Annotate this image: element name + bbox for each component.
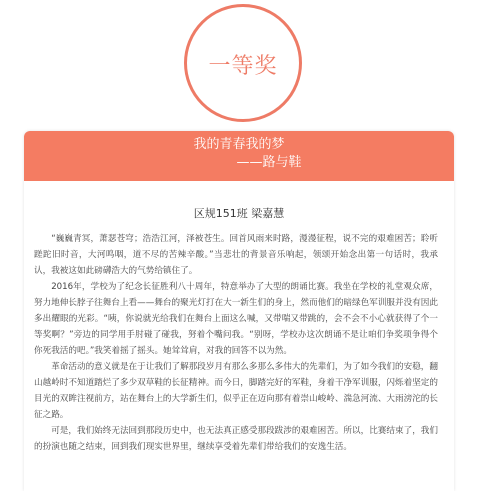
article-paragraph: 2016年，学校为了纪念长征胜利八十周年，特意举办了大型的朗诵比赛。我坐在学校的礼堂观众席，努力地伸长脖子往舞台上看——舞台的聚光灯打在大一新生们的身上，然而他们的暗绿色军训服并没有因此多出耀眼的光彩。“咦，你说就光给我们在舞台上面这么喊，又带喘又带跳的，会不会不小心就获得了个一等奖啊？”旁边的同学用手肘碰了碰我，努着个嘴问我。“别呀，学校办这次朗诵不是让咱们争奖项争得个你死我活的吧。”我笑着摇了摇头。她耸耸肩，对我的回答不以为然。	[34, 282, 438, 356]
article-body	[24, 231, 454, 455]
article-paragraph: 革命活动的意义就是在于让我们了解那段岁月有那么多那么多伟大的先辈们，为了如今我们的安稳，翻山越岭时不知道踏烂了多少双草鞋的长征精神。而今日，脚踏完好的军鞋，身着干净军训服，闪烁着坚定的目光的双眸注视前方，站在舞台上的大学新生们，似乎正在迈向那有着崇山峻岭、湍急河流、大雨滂沱的长征之路。	[34, 362, 438, 420]
award-label: 一等奖	[208, 53, 278, 79]
article-card	[24, 131, 454, 491]
award-badge	[184, 4, 302, 122]
article-header	[24, 131, 454, 181]
article-paragraph: 可是，我们始终无法回到那段历史中，也无法真正感受那段跋涉的艰难困苦。所以，比赛结束了，我们的扮演也随之结束，回到我们现实世界里，继续享受着先辈们带给我们的安逸生活。	[34, 426, 438, 452]
article-paragraph: “巍巍青冥，萧瑟苍穹；浩浩江河，泽被苍生。回首风雨来时路，漫漫征程，说不完的艰难困苦；聆听蹉跎旧时音，大河鸣咽，道不尽的苦辣辛酸。”当悲壮的背景音乐响起，领颂开始念出第一句话时，我承认，我被这如此磅礴浩大的气势给镇住了。	[34, 234, 438, 276]
article-author: 区规151班 梁嘉慧	[193, 207, 285, 220]
article-title: 我的青春我的梦	[193, 137, 285, 152]
article-subtitle: ——路与鞋	[236, 155, 302, 170]
